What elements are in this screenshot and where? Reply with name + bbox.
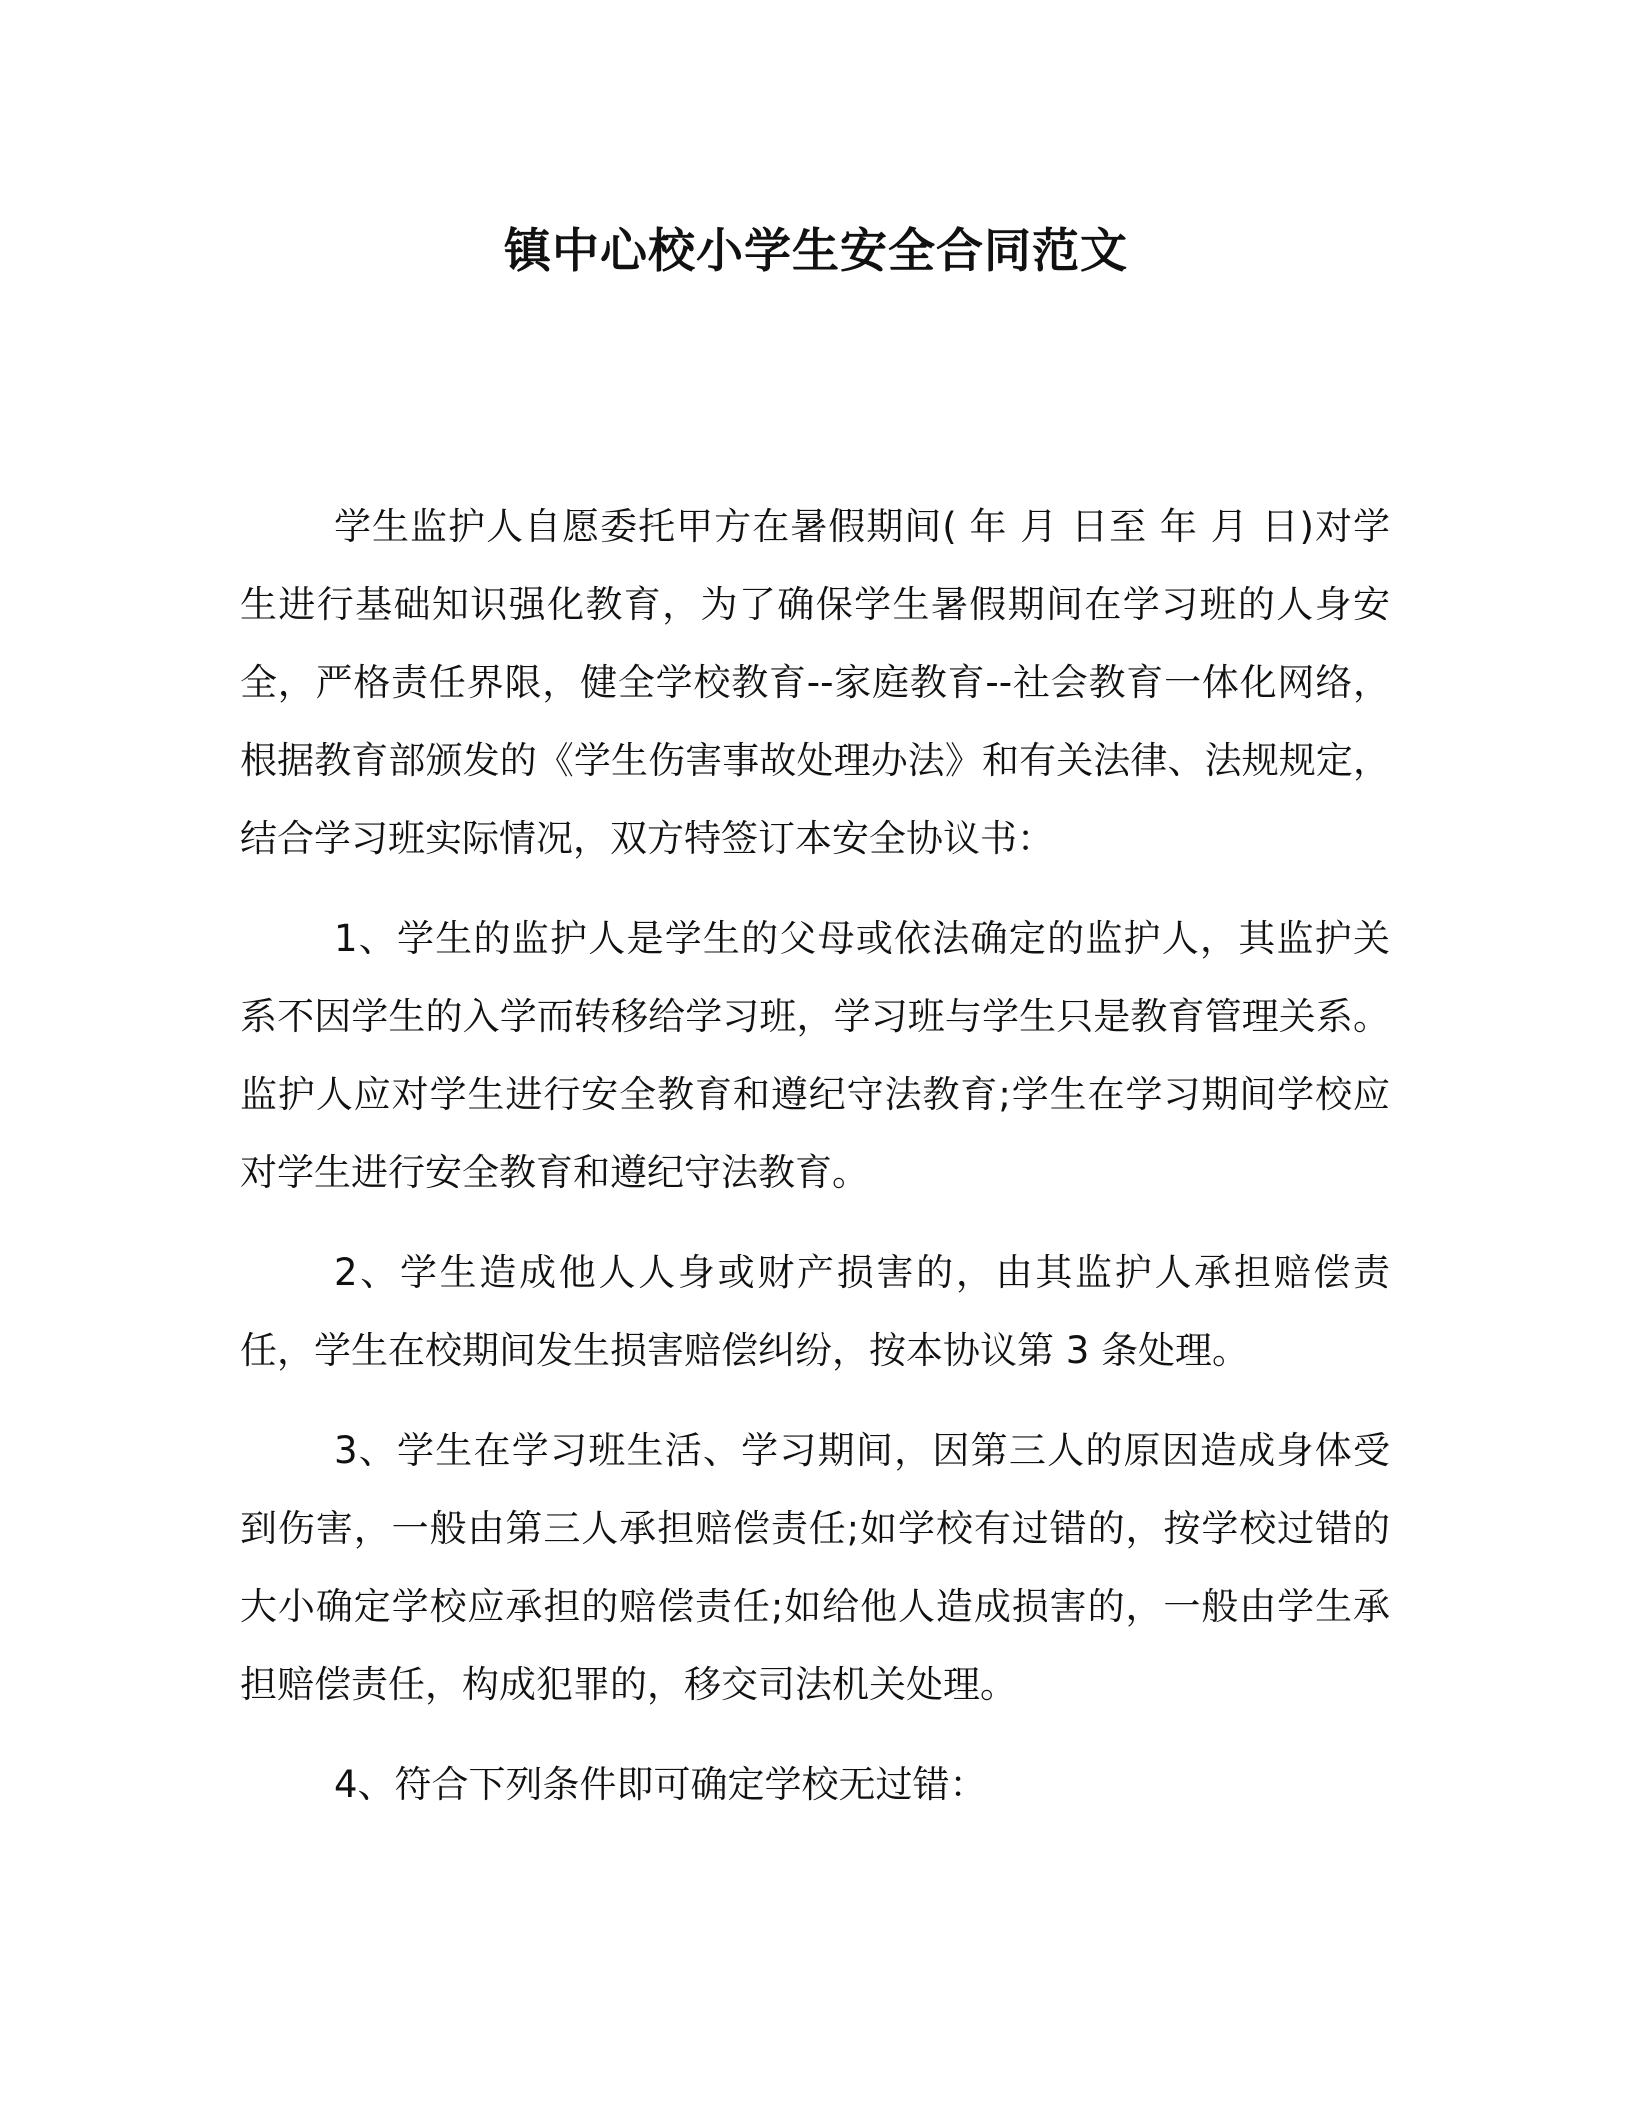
intro-paragraph: 学生监护人自愿委托甲方在暑假期间( 年 月 日至 年 月 日)对学生进行基础知识强化教育，为了确保学生暑假期间在学习班的人身安全，严格责任界限，健全学校教育--家庭教育--社会教育一体化网络，根据教育部颁发的《学生伤害事故处理办法》和有关法律、法规规定，结合学习班实际情况，双方特签订本安全协议书： — [240, 505, 1390, 860]
document-body — [240, 488, 1390, 1824]
clause-2-paragraph: 2、学生造成他人人身或财产损害的，由其监护人承担赔偿责任，学生在校期间发生损害赔偿纠纷，按本协议第 3 条处理。 — [240, 1251, 1390, 1372]
document-title: 镇中心校小学生安全合同范文 — [504, 224, 1128, 279]
clause-4-paragraph: 4、符合下列条件即可确定学校无过错： — [334, 1763, 987, 1806]
clause-1-paragraph: 1、学生的监护人是学生的父母或依法确定的监护人，其监护关系不因学生的入学而转移给学习班，学习班与学生只是教育管理关系。监护人应对学生进行安全教育和遵纪守法教育;学生在学习期间学校应对学生进行安全教育和遵纪守法教育。 — [240, 917, 1390, 1194]
clause-3-paragraph: 3、学生在学习班生活、学习期间，因第三人的原因造成身体受到伤害，一般由第三人承担赔偿责任;如学校有过错的，按学校过错的大小确定学校应承担的赔偿责任;如给他人造成损害的，一般由学生承担赔偿责任，构成犯罪的，移交司法机关处理。 — [240, 1429, 1390, 1706]
